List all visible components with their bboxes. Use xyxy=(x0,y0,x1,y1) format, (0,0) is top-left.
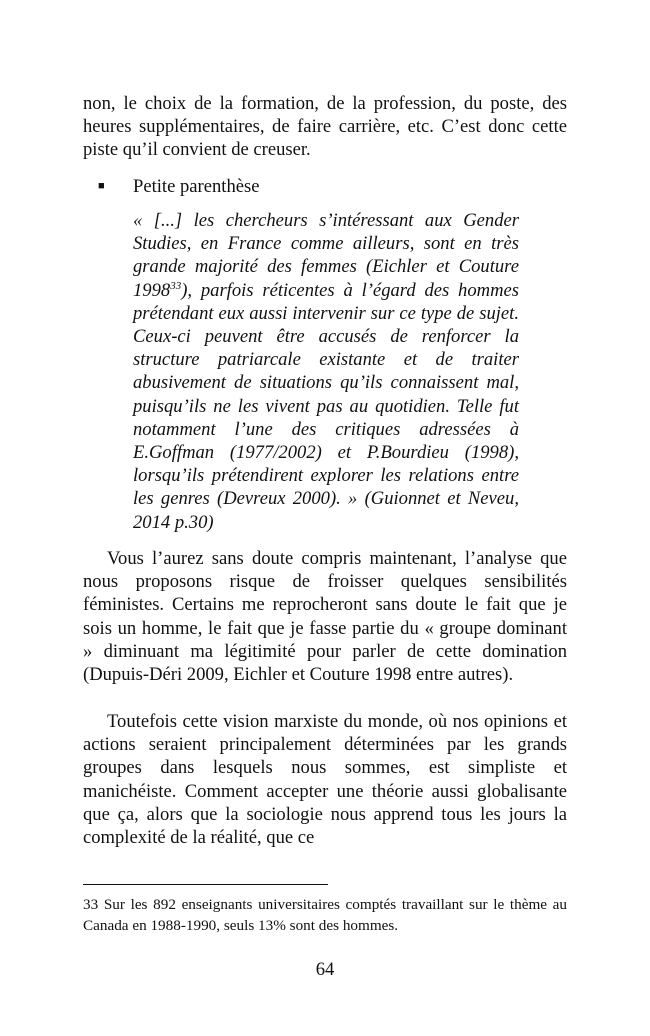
footnote-reference[interactable]: 33 xyxy=(170,279,182,292)
footnote-separator xyxy=(83,884,328,885)
square-bullet-icon: ■ xyxy=(98,180,105,192)
page-number: 64 xyxy=(315,959,335,980)
paragraph-marxist-vision: Toutefois cette vision marxiste du monde, où nos opinions et actions seraient principalement déterminées par les grands groupes dans lesquels nous sommes, est simpliste et manichéiste. Comment accepter une théorie aussi globalisante que ça, alors que la sociologie nous apprend tous les jours la complexité de la réalité, que ce xyxy=(83,711,567,849)
quote-text-end: ), parfois réticentes à l’égard des hommes prétendant eux aussi intervenir sur ce type de sujet. Ceux-ci peuvent être accusés de renforcer la structure patriarcale existante et de traiter abusivement de situations qu’ils connaissent mal, puisqu’ils ne les vivent pas au quotidien. Telle fut notamment l’une des critiques adressées à E.Goffman (1977/2002) et P.Bourdieu (1998), lorsqu’ils prétendirent explorer les relations entre les genres (Devreux 2000). » (Guionnet et Neveu, 2014 p.30) xyxy=(133,279,519,533)
bullet-label: Petite parenthèse xyxy=(133,176,260,197)
paragraph-analysis: Vous l’aurez sans doute compris maintenant, l’analyse que nous proposons risque de froisser quelques sensibilités féministes. Certains me reprocheront sans doute le fait que je sois un homme, le fait que je fasse partie du « groupe dominant » diminuant ma légitimité pour parler de cette domination (Dupuis-Déri 2009, Eichler et Couture 1998 entre autres). xyxy=(83,548,567,686)
paragraph-continuation: non, le choix de la formation, de la profession, du poste, des heures supplémentaires, de faire carrière, etc. C’est donc cette piste qu’il convient de creuser. xyxy=(83,93,567,161)
quote-text-start: « [...] les chercheurs s’intéressant aux Gender Studies, en France comme ailleurs, sont en très grande majorité des femmes (Eichler et Couture 1998 xyxy=(133,210,519,301)
footnote: 33 Sur les 892 enseignants universitaires comptés travaillant sur le thème au Canada en 1988-1990, seuls 13% sont des hommes. xyxy=(83,896,567,934)
block-quote xyxy=(133,209,519,534)
